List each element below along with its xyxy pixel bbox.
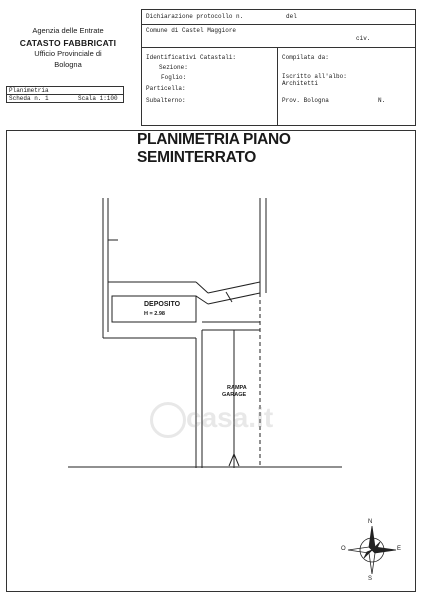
wall-deposito-angle-2 [208, 293, 260, 304]
compass-north-label: N [368, 519, 373, 525]
agency-name: Agenzia delle Entrate [32, 26, 104, 35]
ufficio-label: Ufficio Provinciale di [34, 49, 102, 58]
ramp-arrow-left [229, 454, 234, 466]
compass-rose-icon [340, 518, 404, 582]
compilata-label: Compilata da: [282, 54, 329, 61]
dichiarazione-label: Dichiarazione protocollo n. [146, 13, 244, 20]
n-label: N. [378, 97, 386, 104]
compass-west-label: O [341, 546, 346, 552]
comune-text: Comune di Castel Maggiore [146, 27, 237, 34]
plan-title-line1: PLANIMETRIA PIANO [137, 131, 291, 148]
room-deposito-label: DEPOSITO [144, 301, 181, 308]
watermark-text: casa.it [186, 402, 274, 433]
del-label: del [286, 13, 297, 20]
compass-south-label: S [368, 576, 373, 582]
iscritto-label: Iscritto all'albo: [282, 73, 347, 80]
prov-label: Prov. Bologna [282, 97, 329, 104]
particella-label: Particella: [146, 85, 186, 92]
foglio-label: Foglio: [161, 74, 187, 81]
plan-title-line2: SEMINTERRATO [137, 149, 256, 166]
scheda-label: Scheda n. 1 [9, 95, 49, 102]
civ-label: civ. [356, 35, 371, 42]
compass-east-label: E [397, 546, 402, 552]
wall-angle-2 [208, 282, 260, 293]
watermark-logo [150, 402, 186, 438]
room-garage-label: GARAGE [222, 392, 247, 398]
identificativi-label: Identificativi Catastali: [146, 54, 237, 61]
deposito-room [112, 296, 196, 322]
subalterno-label: Subalterno: [146, 97, 186, 104]
albo-value: Architetti [282, 80, 319, 87]
scala-label: Scala 1:100 [78, 95, 118, 102]
catasto-title: CATASTO FABBRICATI [19, 38, 117, 48]
room-deposito-height: H = 2.98 [144, 311, 165, 317]
room-rampa-label: RAMPA [227, 385, 247, 391]
wall-angle [196, 282, 208, 293]
ufficio-city: Bologna [54, 60, 82, 69]
planimetria-label: Planimetria [9, 87, 49, 94]
ramp-arrow-right [234, 454, 239, 466]
wall-deposito-angle [196, 296, 208, 304]
sezione-label: Sezione: [159, 64, 188, 71]
